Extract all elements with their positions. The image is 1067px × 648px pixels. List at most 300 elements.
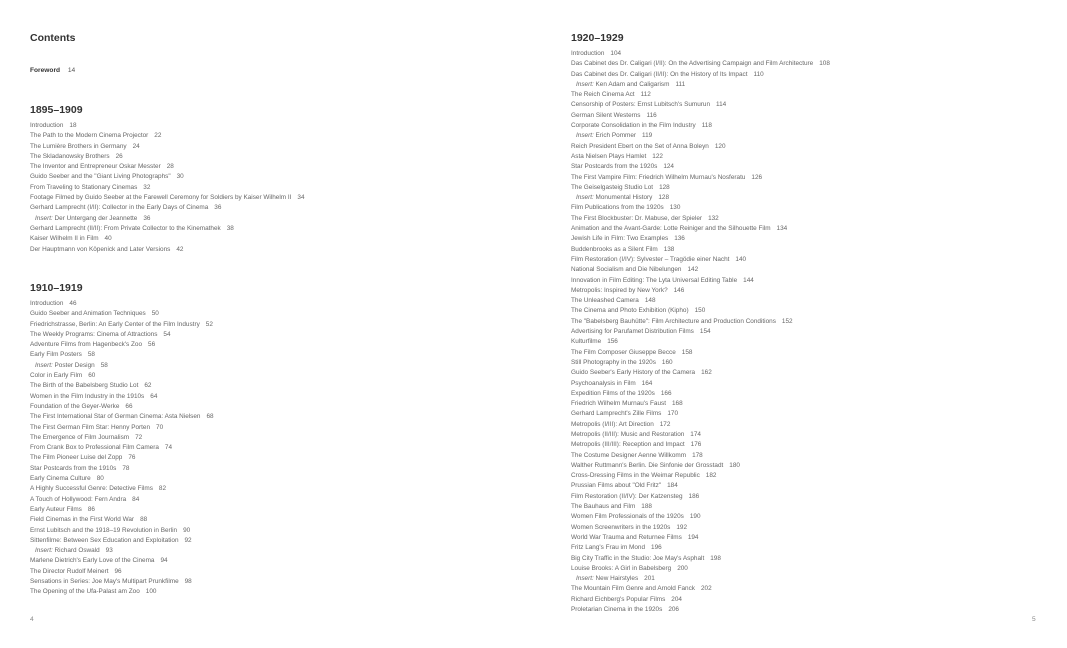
entry-page: 58: [100, 361, 108, 369]
insert-entry: [30, 214, 305, 224]
entry-page: 176: [690, 441, 702, 449]
entry-page: 30: [176, 173, 184, 181]
entry-title: Richard Eichberg's Popular Films: [571, 595, 666, 603]
toc-entry: [571, 70, 830, 80]
toc-entry: [571, 368, 830, 378]
toc-entry: [30, 299, 214, 309]
entry-title: Kulturfilme: [571, 338, 602, 346]
entry-page: 62: [144, 382, 152, 390]
entry-title: Guido Seeber and Animation Techniques: [30, 310, 146, 318]
toc-entry: [30, 505, 214, 515]
entry-title: The Path to the Modern Cinema Projector: [30, 132, 149, 140]
entry-title: Erich Pommer: [595, 132, 637, 140]
toc-entry: [571, 605, 830, 615]
entry-page: 138: [663, 245, 675, 253]
entry-title: Footage Filmed by Guido Seeber at the Farewell Ceremony for Soldiers by Kaiser Wilhelm II: [30, 194, 292, 202]
entry-title: Star Postcards from the 1910s: [30, 464, 117, 472]
toc-entry: [30, 423, 214, 433]
entry-title: Film Restoration (II/IV): Der Katzensteg: [571, 492, 683, 500]
entry-title: Gerhard Lamprecht (II/II): From Private Collector to the Kinemathek: [30, 224, 221, 232]
toc-entry: [571, 348, 830, 358]
insert-prefix: Insert:: [576, 80, 594, 88]
entry-page: 36: [143, 214, 151, 222]
entry-page: 134: [776, 225, 788, 233]
entry-page: 136: [674, 235, 685, 243]
entry-page: 168: [671, 400, 683, 408]
entry-page: 76: [128, 454, 136, 462]
toc-entry: [571, 543, 830, 553]
entry-page: 178: [692, 451, 703, 459]
entry-title: Walther Ruttmann's Berlin. Die Sinfonie der Grosstadt: [571, 461, 724, 469]
entry-title: The First German Film Star: Henny Porten: [30, 423, 151, 431]
insert-prefix: Insert:: [35, 214, 53, 222]
entry-title: Marlene Dietrich's Early Love of the Cinema: [30, 557, 155, 565]
entry-page: 64: [150, 392, 158, 400]
insert-prefix: Insert:: [576, 575, 594, 583]
entry-title: Reich President Ebert on the Set of Anna Boleyn: [571, 142, 709, 150]
entry-title: The Director Rudolf Meinert: [30, 567, 109, 575]
toc-entry: [30, 556, 214, 566]
entry-page: 128: [658, 194, 670, 202]
entry-page: 88: [140, 516, 148, 524]
toc-entry: [571, 306, 830, 316]
entry-page: 200: [677, 564, 688, 572]
entry-page: 110: [753, 70, 764, 78]
entry-title: New Hairstyles: [595, 575, 639, 583]
toc-entry: [30, 309, 214, 319]
toc-entry: [30, 474, 214, 484]
entry-title: The First Vampire Film: Friedrich Wilhelm Murnau's Nosferatu: [571, 173, 746, 181]
entry-title: The First International Star of German Cinema: Asta Nielsen: [30, 413, 201, 421]
entry-page: 114: [716, 101, 727, 109]
page-number: 4: [30, 616, 34, 623]
toc-entry: [30, 412, 214, 422]
entry-page: 22: [154, 132, 162, 140]
entry-page: 172: [659, 420, 671, 428]
entry-page: 198: [710, 554, 721, 562]
entry-title: Monumental History: [595, 194, 653, 202]
toc-entry: [571, 358, 830, 368]
toc-entry: [571, 554, 830, 564]
toc-entry: [571, 265, 830, 275]
page-title: Contents: [30, 32, 76, 44]
entry-page: 68: [206, 413, 214, 421]
foreword-page: 14: [67, 67, 76, 74]
entry-page: 52: [205, 320, 213, 328]
toc-entry: [30, 121, 305, 131]
toc-entry: [571, 234, 830, 244]
toc-entry: [571, 512, 830, 522]
entry-title: Animation and the Avant-Garde: Lotte Reiniger and the Silhouette Film: [571, 225, 771, 233]
entry-title: Introduction: [30, 122, 64, 129]
toc-entry: [30, 495, 214, 505]
entry-title: Poster Design: [54, 361, 95, 369]
toc-entry: [30, 536, 214, 546]
toc-entry: [571, 409, 830, 419]
entry-page: 180: [729, 461, 740, 469]
entry-title: Das Cabinet des Dr. Caligari (I/II): On the Advertising Campaign and Film Architecture: [571, 60, 814, 68]
entry-page: 34: [297, 194, 305, 202]
entry-title: Ernst Lubitsch and the 1918–19 Revolution in Berlin: [30, 526, 178, 534]
entry-page: 122: [652, 152, 663, 160]
entry-page: 126: [751, 173, 763, 181]
toc-entry: [30, 245, 305, 255]
entry-page: 112: [640, 91, 651, 99]
entry-title: Buddenbrooks as a Silent Film: [571, 245, 658, 253]
toc-entry: [571, 49, 830, 59]
entry-page: 78: [122, 464, 130, 472]
entry-title: Women Screenwriters in the 1920s: [571, 523, 671, 531]
entry-title: Kaiser Wilhelm II in Film: [30, 235, 99, 243]
toc-entry: [30, 567, 214, 577]
entry-page: 111: [675, 80, 686, 88]
toc-entry: [571, 461, 830, 471]
foreword-label: Foreword: [30, 67, 61, 74]
entry-page: 18: [69, 122, 77, 129]
entry-title: The Film Pioneer Luise del Zopp: [30, 454, 123, 462]
entry-title: Friedrich Wilhelm Murnau's Faust: [571, 400, 666, 408]
entry-page: 158: [681, 348, 693, 356]
entry-title: The Cinema and Photo Exhibition (Kipho): [571, 307, 689, 315]
toc-entry: [571, 203, 830, 213]
entry-title: The Mountain Film Genre and Arnold Fanck: [571, 585, 695, 593]
entry-page: 92: [184, 536, 192, 544]
entry-page: 156: [607, 338, 618, 346]
toc-entry: [571, 389, 830, 399]
entry-title: Star Postcards from the 1920s: [571, 163, 658, 171]
entry-page: 142: [687, 266, 699, 274]
entry-page: 50: [151, 310, 159, 318]
entry-title: Proletarian Cinema in the 1920s: [571, 606, 663, 614]
entry-title: Das Cabinet des Dr. Caligari (II/II): On the History of Its Impact: [571, 70, 748, 78]
entry-page: 56: [148, 341, 156, 349]
toc-entry: [571, 337, 830, 347]
toc-entry: [571, 224, 830, 234]
entry-title: Adventure Films from Hagenbeck's Zoo: [30, 341, 143, 349]
toc-entry: [30, 402, 214, 412]
entry-page: 160: [661, 358, 673, 366]
entry-title: Guido Seeber and the "Giant Living Photographs": [30, 173, 171, 181]
entry-title: Guido Seeber's Early History of the Camera: [571, 369, 696, 377]
entry-title: Expedition Films of the 1920s: [571, 389, 655, 397]
entry-title: Ken Adam and Caligarism: [595, 80, 670, 88]
toc-entry: [571, 481, 830, 491]
entry-page: 132: [708, 214, 719, 222]
entry-page: 36: [214, 204, 222, 212]
toc-entry: [30, 484, 214, 494]
entry-title: The Weekly Programs: Cinema of Attractions: [30, 330, 158, 338]
entry-page: 24: [132, 142, 140, 150]
entry-title: From Crank Box to Professional Film Camera: [30, 444, 159, 452]
insert-entry: [571, 80, 830, 90]
entry-page: 182: [705, 472, 717, 480]
entry-page: 202: [700, 585, 712, 593]
toc-entry: [30, 183, 305, 193]
section-title: 1895–1909: [30, 104, 83, 116]
entry-page: 28: [166, 163, 174, 171]
section-1910-1919: [30, 281, 214, 598]
entry-title: The Emergence of Film Journalism: [30, 433, 130, 441]
insert-entry: [30, 361, 214, 371]
toc-entry: [30, 381, 214, 391]
entry-page: 66: [125, 402, 133, 410]
entry-title: German Silent Westerns: [571, 111, 641, 119]
entry-page: 100: [145, 588, 157, 596]
toc-entry: [30, 371, 214, 381]
toc-entry: [571, 121, 830, 131]
entry-page: 90: [183, 526, 191, 534]
entry-page: 140: [735, 255, 747, 263]
entry-page: 188: [641, 503, 652, 511]
entry-title: The Unleashed Camera: [571, 297, 639, 305]
entry-page: 42: [176, 245, 184, 253]
toc-entry: [571, 471, 830, 481]
toc-entry: [30, 526, 214, 536]
entry-title: Cross-Dressing Films in the Weimar Republic: [571, 472, 700, 480]
entry-page: 148: [644, 297, 656, 305]
entry-page: 94: [160, 557, 168, 565]
entry-title: Gerhard Lamprecht (I/II): Collector in the Early Days of Cinema: [30, 204, 209, 212]
entry-title: The Geiselgasteig Studio Lot: [571, 183, 654, 191]
toc-entry: [30, 193, 305, 203]
toc-entry: [571, 296, 830, 306]
entry-title: Psychoanalysis in Film: [571, 379, 636, 387]
insert-prefix: Insert:: [35, 361, 53, 369]
entry-page: 162: [701, 369, 712, 377]
entry-title: Metropolis: Inspired by New York?: [571, 286, 668, 294]
entry-title: The Inventor and Entrepreneur Oskar Messter: [30, 163, 161, 171]
entry-title: Louise Brooks: A Girl in Babelsberg: [571, 564, 672, 572]
entry-title: Introduction: [571, 50, 605, 57]
entry-page: 164: [641, 379, 653, 387]
toc-entry: [571, 420, 830, 430]
entry-title: Prussian Films about "Old Fritz": [571, 482, 662, 490]
entry-title: Film Restoration (I/IV): Sylvester – Tragödie einer Nacht: [571, 255, 730, 263]
entry-list: [30, 121, 305, 255]
toc-entry: [571, 162, 830, 172]
toc-entry: [30, 392, 214, 402]
entry-title: Richard Oswald: [54, 547, 100, 555]
entry-title: Sensations in Series: Joe May's Multipart Prunkfilme: [30, 578, 179, 586]
entry-title: The Costume Designer Aenne Willkomm: [571, 451, 687, 459]
entry-title: Metropolis (I/III): Art Direction: [571, 420, 654, 428]
entry-page: 204: [671, 595, 682, 603]
toc-entry: [30, 340, 214, 350]
entry-page: 192: [676, 523, 688, 531]
section-title: 1910–1919: [30, 282, 83, 294]
insert-prefix: Insert:: [576, 132, 594, 140]
toc-entry: [571, 59, 830, 69]
entry-title: The Skladanowsky Brothers: [30, 152, 110, 160]
entry-list: [571, 49, 830, 615]
entry-page: 186: [688, 492, 700, 500]
toc-entry: [571, 142, 830, 152]
entry-title: Der Hauptmann von Köpenick and Later Versions: [30, 245, 171, 253]
insert-prefix: Insert:: [576, 194, 594, 202]
toc-entry: [30, 515, 214, 525]
entry-title: Film Publications from the 1920s: [571, 204, 664, 212]
entry-title: The Reich Cinema Act: [571, 91, 635, 99]
entry-page: 40: [104, 235, 112, 243]
entry-page: 170: [667, 410, 679, 418]
entry-page: 98: [184, 578, 192, 586]
toc-entry: [30, 172, 305, 182]
entry-title: Foundation of the Geyer-Werke: [30, 402, 120, 410]
entry-title: Metropolis (III/III): Reception and Impact: [571, 441, 685, 449]
entry-title: The Lumière Brothers in Germany: [30, 142, 127, 150]
toc-entry: [30, 577, 214, 587]
toc-entry: [30, 464, 214, 474]
toc-entry: [571, 533, 830, 543]
entry-page: 60: [88, 372, 96, 380]
toc-entry: [30, 587, 214, 597]
entry-title: Innovation in Film Editing: The Lyta Universal Editing Table: [571, 276, 738, 284]
entry-page: 206: [668, 606, 679, 614]
entry-page: 80: [96, 475, 104, 483]
toc-entry: [30, 142, 305, 152]
toc-entry: [571, 317, 830, 327]
entry-page: 152: [781, 317, 793, 325]
entry-title: The First Blockbuster: Dr. Mabuse, der Spieler: [571, 214, 703, 222]
toc-entry: [30, 131, 305, 141]
entry-page: 82: [158, 485, 166, 493]
toc-entry: [30, 453, 214, 463]
toc-entry: [571, 379, 830, 389]
entry-title: Early Auteur Films: [30, 505, 82, 513]
toc-entry: [571, 502, 830, 512]
entry-page: 124: [663, 163, 674, 171]
entry-page: 174: [690, 430, 701, 438]
entry-title: Color in Early Film: [30, 372, 83, 380]
toc-entry: [571, 245, 830, 255]
toc-entry: [30, 234, 305, 244]
entry-page: 58: [87, 351, 95, 359]
entry-title: A Highly Successful Genre: Detective Films: [30, 485, 153, 493]
toc-entry: [30, 203, 305, 213]
section-title: 1920–1929: [571, 32, 624, 44]
insert-entry: [571, 193, 830, 203]
entry-page: 72: [135, 433, 143, 441]
toc-entry: [571, 595, 830, 605]
entry-page: 32: [143, 183, 151, 191]
entry-page: 104: [610, 50, 622, 57]
entry-page: 154: [699, 328, 711, 336]
toc-entry: [571, 286, 830, 296]
entry-title: Early Film Posters: [30, 351, 82, 359]
entry-title: The Opening of the Ufa-Palast am Zoo: [30, 588, 140, 596]
entry-title: Still Photography in the 1920s: [571, 358, 656, 366]
entry-page: 128: [659, 183, 670, 191]
toc-entry: [571, 111, 830, 121]
entry-title: Sittenfilme: Between Sex Education and Exploitation: [30, 536, 179, 544]
toc-entry: [30, 350, 214, 360]
entry-title: Field Cinemas in the First World War: [30, 516, 135, 524]
toc-entry: [571, 255, 830, 265]
entry-title: World War Trauma and Returnee Films: [571, 533, 682, 541]
entry-title: National Socialism and Die Nibelungen: [571, 266, 682, 274]
entry-title: Early Cinema Culture: [30, 475, 91, 483]
toc-entry: [571, 276, 830, 286]
entry-page: 130: [669, 204, 681, 212]
entry-title: Asta Nielsen Plays Hamlet: [571, 152, 647, 160]
foreword-entry: [30, 67, 75, 74]
entry-page: 46: [69, 300, 77, 307]
entry-title: From Traveling to Stationary Cinemas: [30, 183, 138, 191]
entry-title: The Film Composer Giuseppe Becce: [571, 348, 676, 356]
entry-page: 196: [651, 544, 662, 552]
entry-title: Der Untergang der Jeannette: [54, 214, 138, 222]
entry-page: 108: [819, 60, 830, 68]
insert-entry: [571, 131, 830, 141]
entry-page: 70: [156, 423, 164, 431]
toc-entry: [30, 162, 305, 172]
insert-entry: [571, 574, 830, 584]
toc-entry: [571, 214, 830, 224]
entry-title: Corporate Consolidation in the Film Industry: [571, 122, 696, 130]
toc-entry: [571, 183, 830, 193]
toc-entry: [571, 440, 830, 450]
entry-page: 26: [115, 152, 123, 160]
entry-page: 150: [694, 307, 706, 315]
section-1895-1909: [30, 103, 305, 255]
entry-title: Big City Traffic in the Studio: Joe May's Asphalt: [571, 554, 705, 562]
entry-page: 190: [689, 513, 701, 521]
toc-entry: [30, 330, 214, 340]
toc-entry: [30, 320, 214, 330]
toc-entry: [30, 433, 214, 443]
entry-title: Jewish Life in Film: Two Examples: [571, 235, 669, 243]
entry-page: 184: [667, 482, 678, 490]
toc-entry: [571, 564, 830, 574]
toc-entry: [571, 152, 830, 162]
toc-entry: [30, 224, 305, 234]
entry-title: Women Film Professionals of the 1920s: [571, 513, 684, 521]
entry-title: A Touch of Hollywood: Fern Andra: [30, 495, 127, 503]
toc-entry: [571, 492, 830, 502]
entry-page: 118: [701, 122, 712, 130]
entry-title: Friedrichstrasse, Berlin: An Early Center of the Film Industry: [30, 320, 200, 328]
entry-page: 84: [132, 495, 140, 503]
entry-title: Metropolis (II/III): Music and Restoration: [571, 430, 685, 438]
insert-prefix: Insert:: [35, 547, 53, 555]
entry-page: 86: [87, 505, 95, 513]
entry-title: Advertising for Parufamet Distribution Films: [571, 328, 694, 336]
entry-page: 54: [163, 330, 171, 338]
entry-page: 194: [687, 533, 699, 541]
entry-list: [30, 299, 214, 598]
entry-title: Censorship of Posters: Ernst Lubitsch's Sumurun: [571, 101, 711, 109]
page-number: 5: [1032, 616, 1036, 623]
entry-page: 166: [660, 389, 672, 397]
entry-page: 120: [714, 142, 726, 150]
toc-entry: [571, 100, 830, 110]
insert-entry: [30, 546, 214, 556]
toc-entry: [571, 584, 830, 594]
entry-page: 144: [743, 276, 754, 284]
toc-entry: [571, 90, 830, 100]
entry-page: 93: [105, 547, 113, 555]
entry-title: The Bauhaus and Film: [571, 503, 636, 511]
entry-title: Women in the Film Industry in the 1910s: [30, 392, 145, 400]
toc-entry: [571, 523, 830, 533]
entry-page: 119: [642, 132, 653, 140]
entry-title: Fritz Lang's Frau im Mond: [571, 544, 646, 552]
entry-page: 116: [646, 111, 657, 119]
toc-entry: [571, 399, 830, 409]
entry-title: The "Babelsberg Bauhütte": Film Architecture and Production Conditions: [571, 317, 776, 325]
toc-entry: [30, 152, 305, 162]
toc-entry: [571, 173, 830, 183]
